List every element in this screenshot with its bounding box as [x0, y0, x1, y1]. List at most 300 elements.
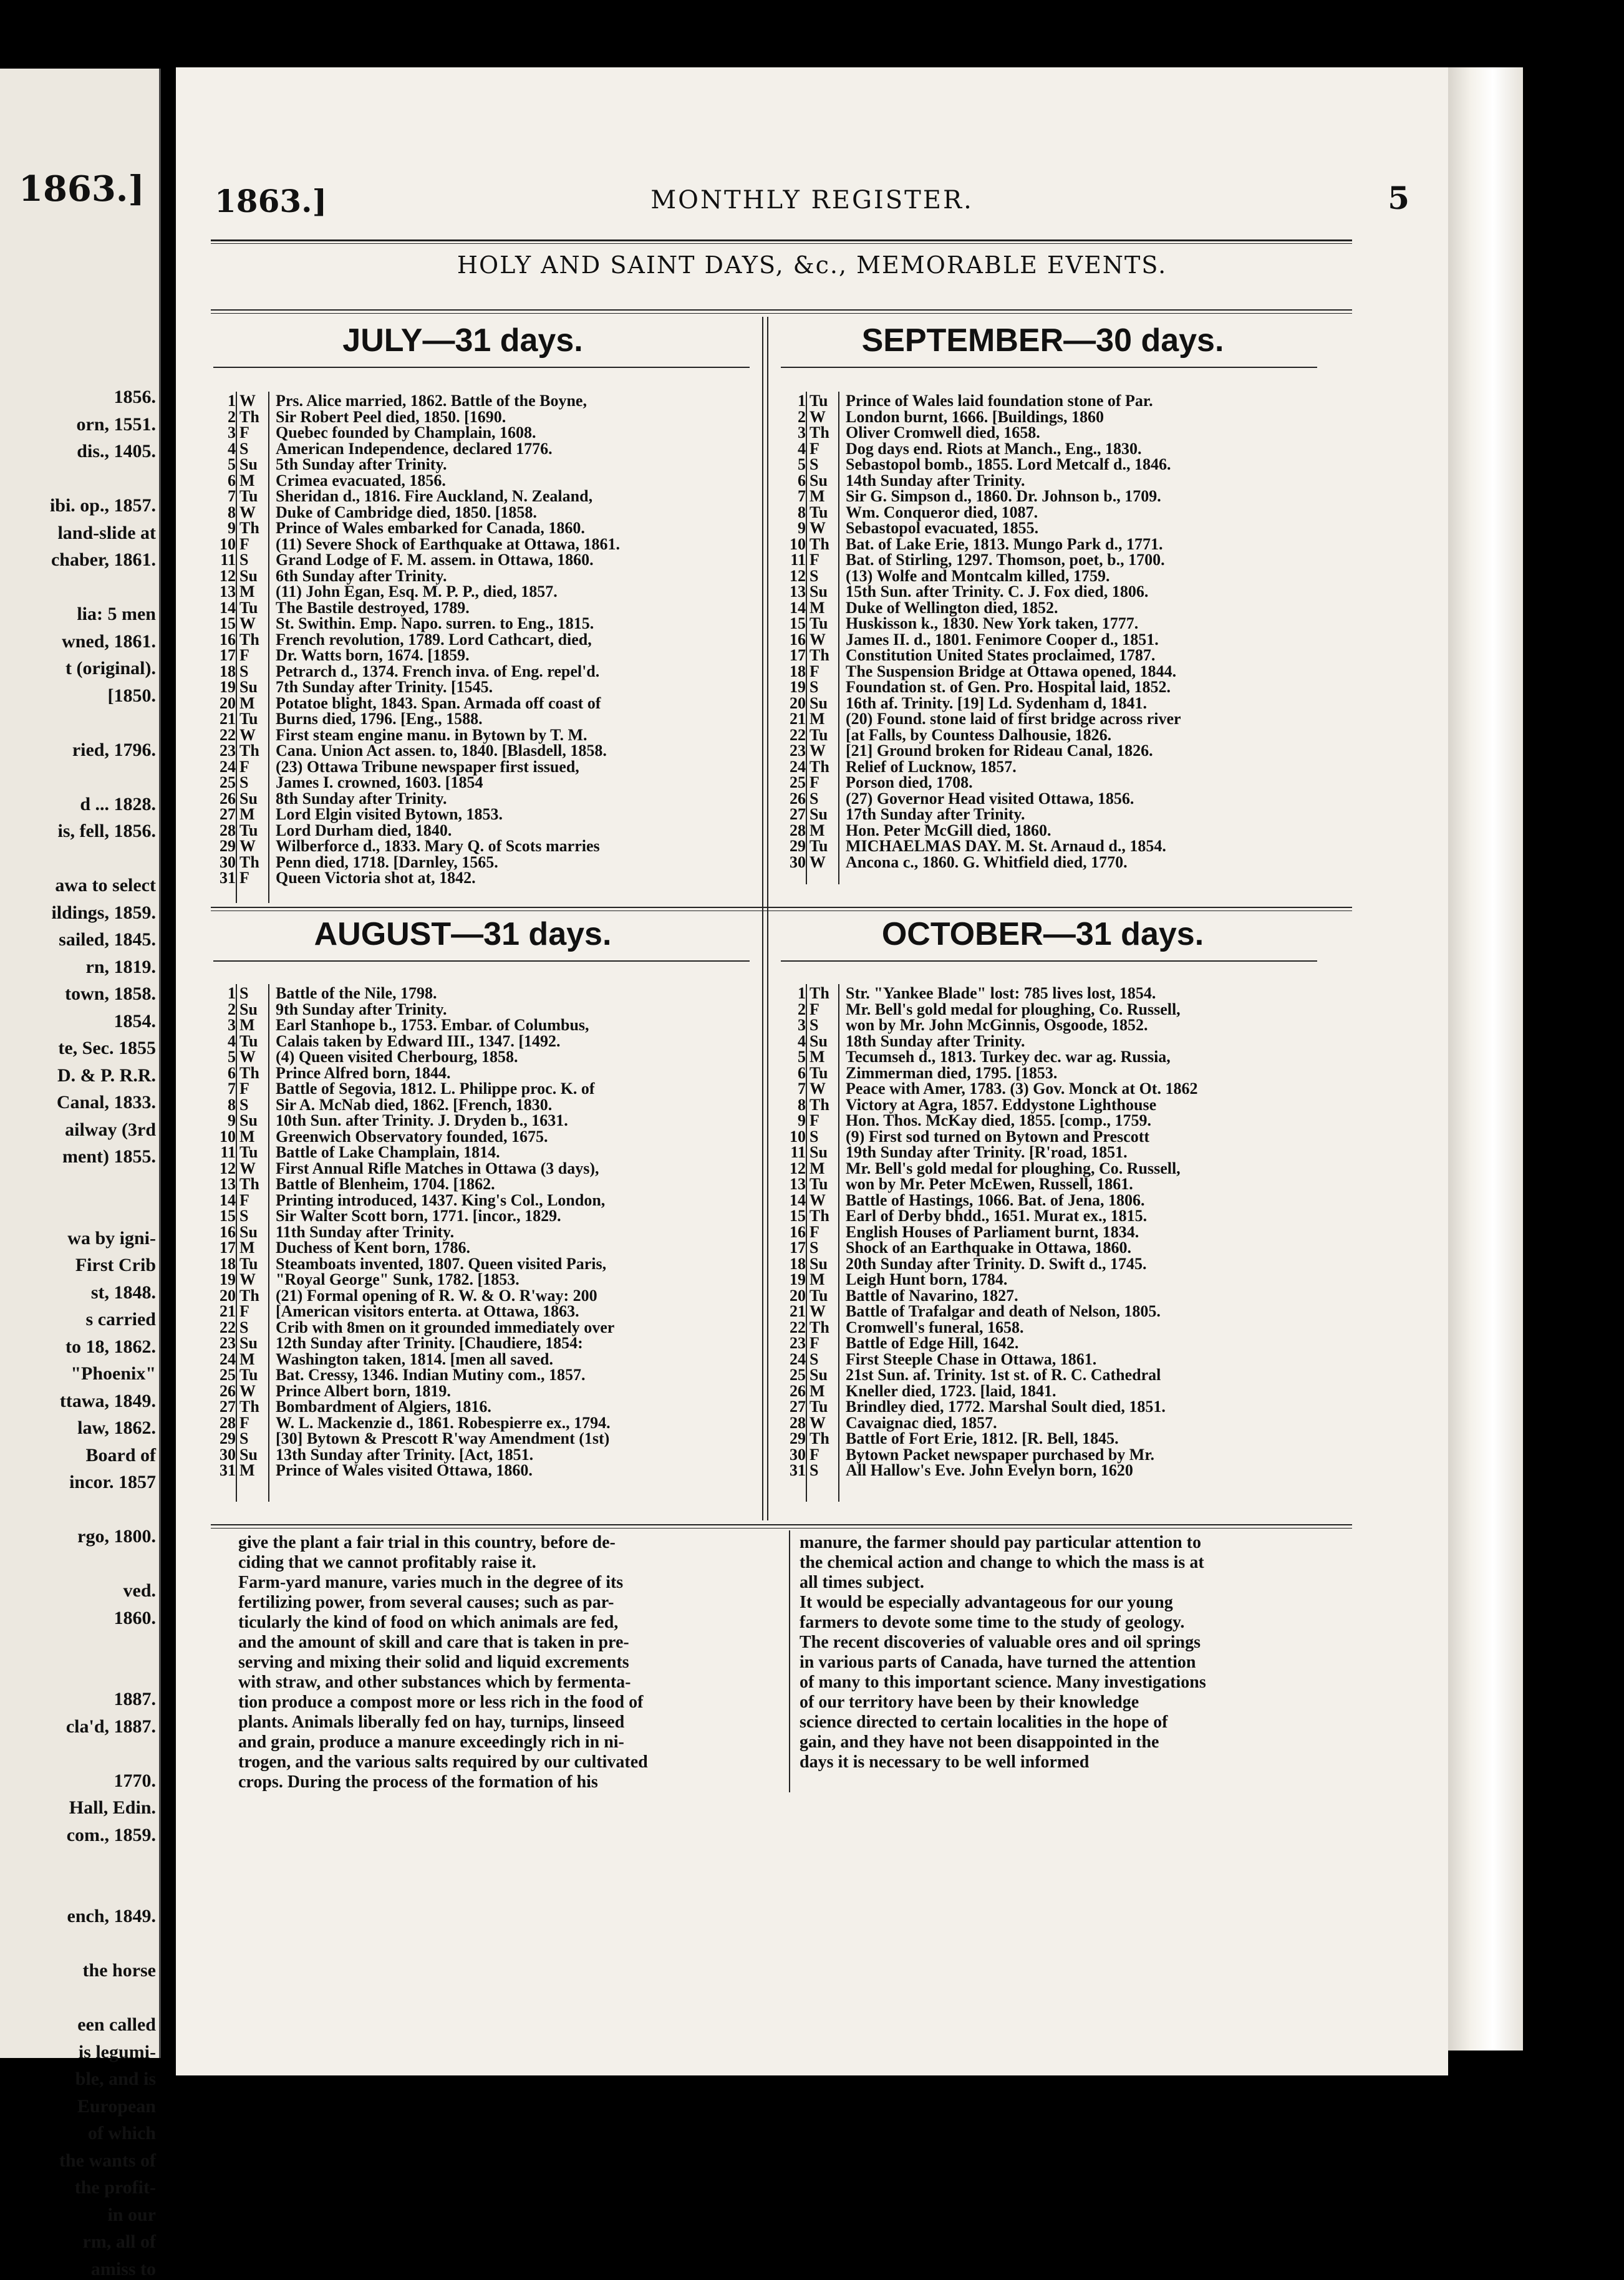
weekday: F [810, 662, 819, 680]
september-row [783, 743, 1345, 759]
day-number: 1 [798, 984, 806, 1002]
weekday: M [239, 1016, 255, 1034]
day-number: 24 [220, 1350, 236, 1368]
weekday: F [239, 1413, 249, 1432]
facing-page-line: lia: 5 men [77, 604, 156, 624]
day-number: 30 [790, 853, 806, 871]
weekday: F [810, 439, 819, 458]
october-row [783, 1081, 1345, 1097]
event-text: Relief of Lucknow, 1857. [846, 757, 1017, 776]
weekday: Su [239, 789, 258, 808]
weekday: Th [810, 1207, 829, 1225]
july-row [213, 664, 756, 680]
july-row [213, 791, 756, 807]
day-number: 17 [220, 1239, 236, 1257]
event-text: St. Swithin. Emp. Napo. surren. to Eng., 1815. [276, 614, 594, 632]
facing-page-line: wned, 1861. [62, 630, 156, 652]
facing-page-line: [1850. [107, 685, 156, 706]
event-text: Greenwich Observatory founded, 1675. [276, 1127, 548, 1146]
october-row [783, 1049, 1345, 1065]
august-row [213, 1462, 756, 1479]
event-text: 18th Sunday after Trinity. [846, 1031, 1025, 1050]
july-row [213, 616, 756, 632]
weekday: W [239, 614, 256, 632]
weekday: Th [239, 1175, 259, 1193]
october-row [783, 1415, 1345, 1431]
page-year: 1863.] [215, 183, 327, 220]
day-number: 29 [220, 837, 236, 855]
day-number: 31 [220, 869, 236, 887]
weekday: W [239, 1270, 256, 1288]
event-text: Leigh Hunt born, 1784. [846, 1270, 1008, 1288]
event-text: Earl of Derby bhdd., 1651. Murat ex., 1815. [846, 1207, 1148, 1225]
weekday: Th [239, 853, 259, 871]
day-number: 15 [220, 614, 236, 632]
weekday: S [810, 1350, 819, 1368]
day-number: 17 [790, 646, 806, 664]
facing-page-line: dis., 1405. [77, 441, 156, 461]
august-row [213, 1351, 756, 1368]
day-number: 20 [220, 1286, 236, 1305]
september-row [783, 854, 1345, 871]
july-row [213, 600, 756, 616]
day-number: 6 [798, 471, 806, 490]
facing-page-line: Board of [85, 1444, 156, 1466]
september-row [783, 536, 1345, 553]
day-number: 5 [798, 1048, 806, 1066]
weekday: W [239, 1159, 256, 1177]
october-row [783, 1431, 1345, 1447]
weekday: Tu [810, 614, 828, 632]
event-text: Sir Walter Scott born, 1771. [incor., 1829. [276, 1207, 561, 1225]
body-text-line: ticularly the kind of food on which animals are fed, [238, 1613, 619, 1632]
september-row [783, 791, 1345, 807]
event-text: Sir G. Simpson d., 1860. Dr. Johnson b., 1709. [846, 487, 1161, 505]
day-number: 18 [790, 662, 806, 680]
event-text: 17th Sunday after Trinity. [846, 805, 1025, 823]
weekday: M [810, 821, 825, 839]
weekday: F [810, 1334, 819, 1352]
day-number: 16 [790, 1222, 806, 1241]
facing-page-line: chaber, 1861. [51, 549, 156, 570]
page-subtitle: HOLY AND SAINT DAYS, &c., MEMORABLE EVENTS. [457, 251, 1167, 279]
event-text: Lord Elgin visited Bytown, 1853. [276, 805, 503, 823]
weekday: Tu [239, 1031, 258, 1050]
day-number: 4 [798, 439, 806, 458]
facing-page-line: te, Sec. 1855 [58, 1038, 156, 1058]
weekday: S [810, 1461, 819, 1479]
event-text: Oliver Cromwell died, 1658. [846, 423, 1040, 442]
weekday: Tu [239, 710, 258, 728]
event-text: (20) Found. stone laid of first bridge across river [846, 710, 1181, 728]
event-text: Penn died, 1718. [Darnley, 1565. [276, 853, 498, 871]
october-row [783, 1383, 1345, 1399]
body-text-line: manure, the farmer should pay particular attention to [800, 1533, 1201, 1552]
event-text: Printing introduced, 1437. King's Col., London, [276, 1191, 606, 1209]
weekday: Su [239, 1000, 258, 1018]
event-text: Bat. of Lake Erie, 1813. Mungo Park d., 1771. [846, 534, 1163, 553]
october-row [783, 1017, 1345, 1033]
day-number: 25 [790, 1366, 806, 1384]
event-text: Mr. Bell's gold medal for ploughing, Co. Russell, [846, 1159, 1181, 1177]
weekday: S [810, 678, 819, 696]
event-text: 15th Sun. after Trinity. C. J. Fox died, 1806. [846, 582, 1149, 601]
weekday: F [239, 757, 249, 776]
weekday: S [810, 789, 819, 808]
facing-page-line: rm, all of [82, 2231, 156, 2252]
july-table [213, 393, 756, 886]
page-edge-shadow [1517, 135, 1624, 2143]
day-number: 12 [220, 566, 236, 585]
august-row [213, 1049, 756, 1065]
body-text-line: of our territory have been by their knowledge [800, 1693, 1139, 1712]
july-row [213, 473, 756, 489]
july-row [213, 425, 756, 441]
event-text: Duke of Wellington died, 1852. [846, 598, 1058, 617]
day-number: 12 [790, 566, 806, 585]
page-title: MONTHLY REGISTER. [650, 186, 974, 215]
august-heading-rule [213, 960, 750, 962]
day-number: 1 [228, 392, 236, 410]
event-text: The Bastile destroyed, 1789. [276, 598, 470, 617]
event-text: Ancona c., 1860. G. Whitfield died, 1770. [846, 853, 1128, 871]
october-row [783, 1256, 1345, 1272]
facing-page-line: to 18, 1862. [65, 1336, 156, 1357]
facing-page-line: rgo, 1800. [77, 1526, 156, 1547]
facing-page-line: awa to select [55, 875, 156, 896]
day-number: 17 [790, 1239, 806, 1257]
facing-page-line: the wants of [59, 2150, 156, 2171]
event-text: 13th Sunday after Trinity. [Act, 1851. [276, 1445, 534, 1464]
event-text: James I. crowned, 1603. [1854 [276, 773, 483, 791]
july-row [213, 727, 756, 743]
september-row [783, 838, 1345, 854]
event-text: Earl Stanhope b., 1753. Embar. of Columbus, [276, 1016, 589, 1034]
day-number: 2 [798, 1000, 806, 1018]
event-text: (13) Wolfe and Montcalm killed, 1759. [846, 566, 1110, 585]
weekday: Tu [239, 598, 258, 617]
weekday: M [239, 582, 255, 601]
event-text: London burnt, 1666. [Buildings, 1860 [846, 407, 1104, 426]
day-number: 23 [220, 741, 236, 760]
event-text: Petrarch d., 1374. French inva. of Eng. repel'd. [276, 662, 600, 680]
october-row [783, 1176, 1345, 1192]
header-rule [211, 239, 1352, 241]
day-number: 24 [790, 1350, 806, 1368]
weekday: S [810, 455, 819, 473]
weekday: Su [239, 566, 258, 585]
july-row [213, 838, 756, 854]
event-text: Wm. Conqueror died, 1087. [846, 503, 1038, 521]
event-text: 6th Sunday after Trinity. [276, 566, 447, 585]
day-number: 6 [228, 471, 236, 490]
event-text: Cavaignac died, 1857. [846, 1413, 997, 1432]
july-row [213, 520, 756, 536]
day-number: 9 [228, 519, 236, 537]
day-number: 16 [220, 1222, 236, 1241]
weekday: W [239, 1381, 256, 1400]
event-text: Porson died, 1708. [846, 773, 973, 791]
day-number: 3 [798, 423, 806, 442]
day-number: 11 [220, 551, 236, 569]
event-text: (11) John Egan, Esq. M. P. P., died, 1857. [276, 582, 558, 601]
october-row [783, 1097, 1345, 1113]
body-text-line: ciding that we cannot profitably raise it. [238, 1553, 536, 1572]
event-text: Prince of Wales visited Ottawa, 1860. [276, 1461, 533, 1479]
october-row [783, 1367, 1345, 1383]
august-row [213, 1303, 756, 1320]
august-table [213, 985, 756, 1479]
day-number: 4 [798, 1031, 806, 1050]
october-row [783, 1002, 1345, 1018]
august-row [213, 1097, 756, 1113]
weekday: Th [810, 534, 829, 553]
day-number: 27 [220, 1398, 236, 1416]
october-row [783, 1129, 1345, 1145]
weekday: Su [239, 1445, 258, 1464]
day-number: 27 [790, 805, 806, 823]
september-row [783, 425, 1345, 441]
july-row [213, 393, 756, 409]
july-row [213, 870, 756, 886]
day-number: 13 [220, 1175, 236, 1193]
day-number: 14 [790, 1191, 806, 1209]
day-number: 23 [790, 1334, 806, 1352]
july-row [213, 552, 756, 568]
event-text: Cana. Union Act assen. to, 1840. [Blasdell, 1858. [276, 741, 607, 760]
july-row [213, 568, 756, 584]
july-row [213, 759, 756, 775]
august-row [213, 1081, 756, 1097]
july-row [213, 647, 756, 664]
september-row [783, 664, 1345, 680]
august-row [213, 1447, 756, 1463]
weekday: S [810, 1127, 819, 1146]
day-number: 14 [220, 1191, 236, 1209]
day-number: 22 [220, 725, 236, 744]
august-row [213, 1272, 756, 1288]
event-text: Sir A. McNab died, 1862. [French, 1830. [276, 1095, 553, 1114]
weekday: W [810, 630, 826, 649]
day-number: 7 [798, 1080, 806, 1098]
day-number: 19 [220, 678, 236, 696]
facing-page-line: 1770. [114, 1770, 156, 1791]
event-text: Prince of Wales embarked for Canada, 1860. [276, 519, 585, 537]
day-number: 11 [790, 1143, 806, 1161]
july-row [213, 695, 756, 712]
weekday: M [239, 471, 255, 490]
october-row [783, 1224, 1345, 1240]
july-row [213, 679, 756, 695]
event-text: Battle of the Nile, 1798. [276, 984, 437, 1002]
event-text: Washington taken, 1814. [men all saved. [276, 1350, 553, 1368]
day-number: 25 [790, 773, 806, 791]
event-text: Battle of Edge Hill, 1642. [846, 1334, 1019, 1352]
event-text: Duke of Cambridge died, 1850. [1858. [276, 503, 537, 521]
day-number: 13 [790, 1175, 806, 1193]
facing-page-line: st, 1848. [90, 1282, 156, 1303]
weekday: S [810, 1239, 819, 1257]
october-row [783, 1033, 1345, 1050]
facing-page-line: wa by igni- [67, 1227, 156, 1249]
day-number: 12 [790, 1159, 806, 1177]
day-number: 5 [228, 455, 236, 473]
weekday: F [810, 773, 819, 791]
body-text-line: It would be especially advantageous for our young [800, 1593, 1173, 1612]
day-number: 31 [220, 1461, 236, 1479]
weekday: Th [810, 984, 829, 1002]
facing-page-line: the horse [82, 1960, 156, 1981]
weekday: Su [810, 1254, 828, 1273]
event-text: won by Mr. Peter McEwen, Russell, 1861. [846, 1175, 1133, 1193]
day-number: 13 [220, 582, 236, 601]
weekday: Tu [810, 392, 828, 410]
september-row [783, 711, 1345, 727]
weekday: F [239, 869, 249, 887]
day-number: 29 [220, 1429, 236, 1447]
bottom-rule [211, 1524, 1352, 1525]
weekday: F [810, 1222, 819, 1241]
body-text-line: plants. Animals liberally fed on hay, turnips, linseed [238, 1712, 625, 1732]
august-row [213, 985, 756, 1002]
september-heading: SEPTEMBER—30 days. [861, 322, 1224, 359]
event-text: 16th af. Trinity. [19] Ld. Sydenham d, 1841. [846, 693, 1148, 712]
event-text: First Annual Rifle Matches in Ottawa (3 days), [276, 1159, 599, 1177]
july-row [213, 456, 756, 473]
day-number: 6 [228, 1063, 236, 1082]
event-text: Wilberforce d., 1833. Mary Q. of Scots marries [276, 837, 600, 855]
event-text: 21st Sun. af. Trinity. 1st st. of R. C. Cathedral [846, 1366, 1161, 1384]
weekday: Tu [810, 837, 828, 855]
day-number: 24 [790, 757, 806, 776]
facing-page-line: Hall, Edin. [69, 1797, 156, 1818]
event-text: Battle of Navarino, 1827. [846, 1286, 1018, 1305]
facing-page-line: Canal, 1833. [56, 1092, 156, 1113]
day-number: 29 [790, 837, 806, 855]
july-row [213, 806, 756, 823]
event-text: Bombardment of Algiers, 1816. [276, 1398, 491, 1416]
facing-page-line: orn, 1551. [76, 413, 156, 435]
column-divider [762, 317, 763, 1520]
july-row [213, 823, 756, 839]
facing-page-line: 1887. [114, 1689, 156, 1709]
september-row [783, 456, 1345, 473]
october-row [783, 1272, 1345, 1288]
day-number: 21 [790, 710, 806, 728]
day-number: 14 [220, 598, 236, 617]
september-row [783, 759, 1345, 775]
day-number: 31 [790, 1461, 806, 1479]
event-text: Str. "Yankee Blade" lost: 785 lives lost, 1854. [846, 984, 1156, 1002]
facing-page-fragment [0, 69, 161, 2279]
event-text: 14th Sunday after Trinity. [846, 471, 1025, 490]
facing-page-line: een called [77, 2014, 156, 2035]
body-text-line: and grain, produce a manure exceedingly rich in ni- [238, 1732, 624, 1752]
event-text: First Steeple Chase in Ottawa, 1861. [846, 1350, 1097, 1368]
weekday: W [239, 392, 256, 410]
event-text: 19th Sunday after Trinity. [R'road, 1851. [846, 1143, 1128, 1161]
july-row [213, 505, 756, 521]
event-text: Zimmerman died, 1795. [1853. [846, 1063, 1058, 1082]
weekday: Su [810, 1143, 828, 1161]
weekday: S [239, 773, 249, 791]
weekday: Su [810, 1031, 828, 1050]
event-text: English Houses of Parliament burnt, 1834. [846, 1222, 1139, 1241]
weekday: Su [239, 678, 258, 696]
day-number: 2 [228, 407, 236, 426]
september-row [783, 775, 1345, 791]
september-row [783, 679, 1345, 695]
facing-page-line: First Crib [75, 1255, 156, 1275]
event-text: MICHAELMAS DAY. M. St. Arnaud d., 1854. [846, 837, 1166, 855]
event-text: Crib with 8men on it grounded immediately over [276, 1318, 615, 1336]
july-row [213, 584, 756, 600]
event-text: Dr. Watts born, 1674. [1859. [276, 646, 470, 664]
day-number: 27 [790, 1398, 806, 1416]
weekday: Th [810, 646, 829, 664]
august-row [213, 1192, 756, 1209]
weekday: F [239, 1191, 249, 1209]
event-text: (9) First sod turned on Bytown and Prescott [846, 1127, 1150, 1146]
weekday: S [239, 1429, 249, 1447]
body-text-left [238, 1533, 781, 1792]
day-number: 7 [798, 487, 806, 505]
weekday: Th [239, 630, 259, 649]
facing-page-line: of which [87, 2123, 156, 2143]
day-number: 10 [790, 534, 806, 553]
day-number: 7 [228, 1080, 236, 1098]
august-row [213, 1017, 756, 1033]
weekday: Th [239, 1286, 259, 1305]
weekday: Tu [810, 1286, 828, 1305]
weekday: Th [810, 757, 829, 776]
weekday: W [810, 1191, 826, 1209]
event-text: Lord Durham died, 1840. [276, 821, 452, 839]
facing-page-line: is, fell, 1856. [57, 821, 156, 841]
weekday: W [239, 503, 256, 521]
body-text-line: farmers to devote some time to the study of geology. [800, 1613, 1185, 1632]
event-text: 11th Sunday after Trinity. [276, 1222, 455, 1241]
weekday: S [239, 551, 249, 569]
weekday: S [239, 439, 249, 458]
day-number: 16 [790, 630, 806, 649]
weekday: M [810, 1381, 825, 1400]
day-number: 8 [228, 503, 236, 521]
bottom-rule-thin [211, 1528, 1352, 1529]
event-text: 5th Sunday after Trinity. [276, 455, 447, 473]
body-text-line: with straw, and other substances which by fermenta- [238, 1673, 631, 1692]
september-row [783, 473, 1345, 489]
day-number: 8 [798, 1095, 806, 1114]
august-row [213, 1176, 756, 1192]
facing-page-line: town, 1858. [65, 983, 156, 1004]
august-row [213, 1335, 756, 1351]
september-row [783, 823, 1345, 839]
event-text: Bytown Packet newspaper purchased by Mr. [846, 1445, 1155, 1464]
august-row [213, 1161, 756, 1177]
day-number: 2 [798, 407, 806, 426]
event-text: (4) Queen visited Cherbourg, 1858. [276, 1048, 518, 1066]
event-text: Prs. Alice married, 1862. Battle of the Boyne, [276, 392, 587, 410]
weekday: F [239, 534, 249, 553]
facing-page-line: D. & P. R.R. [57, 1065, 156, 1086]
august-row [213, 1367, 756, 1383]
register-page [176, 67, 1448, 2075]
event-text: 9th Sunday after Trinity. [276, 1000, 447, 1018]
body-text-line: tion produce a compost more or less rich in the food of [238, 1693, 644, 1712]
event-text: Duchess of Kent born, 1786. [276, 1239, 471, 1257]
event-text: won by Mr. John McGinnis, Osgoode, 1852. [846, 1016, 1148, 1034]
